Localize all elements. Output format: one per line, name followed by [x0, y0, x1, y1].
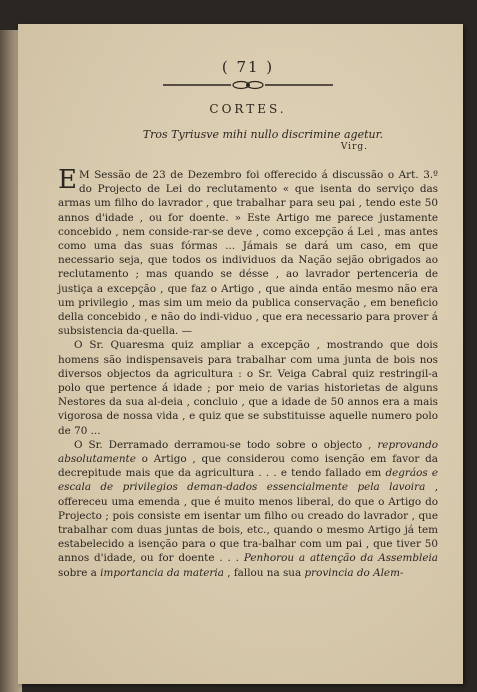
drop-cap: E — [58, 165, 77, 195]
epigraph-author: Virg. — [340, 142, 368, 152]
text-run: sobre a — [58, 566, 101, 579]
italic-phrase: importancia da materia — [100, 566, 224, 579]
italic-phrase: provincia do Alem- — [304, 566, 404, 579]
paragraph-1 — [58, 165, 438, 338]
book-page — [18, 24, 463, 684]
text-run: o Artigo , que considerou como isenção em favor da decrepitude mais que da agricultura . . . e tendo fallado em — [58, 453, 438, 480]
page-content — [58, 58, 438, 580]
epigraph: Tros Tyriusve mihi nullo discrimine agetur. — [142, 128, 384, 141]
text-run: , fallou na sua — [223, 566, 305, 579]
italic-phrase: Penhorou a attenção da Assembleia — [243, 552, 439, 565]
text-run: O Sr. Derramado derramou-se todo sobre o objecto , — [74, 438, 378, 451]
page-number: ( 71 ) — [221, 58, 275, 76]
italic-phrase: reprovando absolutamente — [58, 438, 438, 466]
italic-phrase: degráos e escala de privilegios deman-dados essencialmente pela lavoira — [58, 467, 438, 494]
text-run: , offereceu uma emenda , que é muito menos liberal, do que o Artigo do Projecto ; pois consiste em isentar um filho ou creado do lavrador , que trabalhar com duas juntas de bois, etc., quando o mesmo Artigo já tem estabelecido a isenção para o que tra-balhar com um pai , que tiver 50 annos d'idade, ou for doente . . . — [58, 481, 438, 565]
paragraph-3 — [58, 438, 438, 580]
rule-ornament-icon — [163, 80, 333, 90]
paragraph-2: O Sr. Quaresma quiz ampliar a excepção , mostrando que dois homens são indispensaveis para trabalhar com uma junta de bois nos diversos objectos da agricultura : o Sr. Veiga Cabral quiz restringil-a polo que pertence á idade ; por meio de varias historietas de alguns Nestores da sua al-deia , concluio , que a idade de 50 annos era a mais vigorosa de nossa vida , e quiz que se substituisse aquelle numero polo de 70 ... — [58, 339, 438, 437]
section-heading: CORTES. — [209, 102, 287, 116]
paragraph-1-text: M Sessão de 23 de Dezembro foi offerecido á discussão o Art. 3.º do Projecto de Lei do reclutamento « que isenta do serviço das armas um filho do lavrador , que trabalhar para seu pai , tendo este 50 annos d'idade , ou for doente. » Este Artigo me parece justamente concebido , nem conside-rar-se deve , como excepção á Lei , mas antes como uma das suas fórmas ... Jámais se dará um caso, em que necessario seja, que todos os individuos da Nação sejão obrigados ao reclutamento ; mas quando se désse , ao lavrador pertenceria de justiça a excepção , que faz o Artigo , que ainda então mesmo não era um privilegio , mas sim um meio da publica conservação , em beneficio della concebido , e não do indi-viduo , que era necessario para prover á subsistencia da-quella. — — [58, 169, 438, 338]
